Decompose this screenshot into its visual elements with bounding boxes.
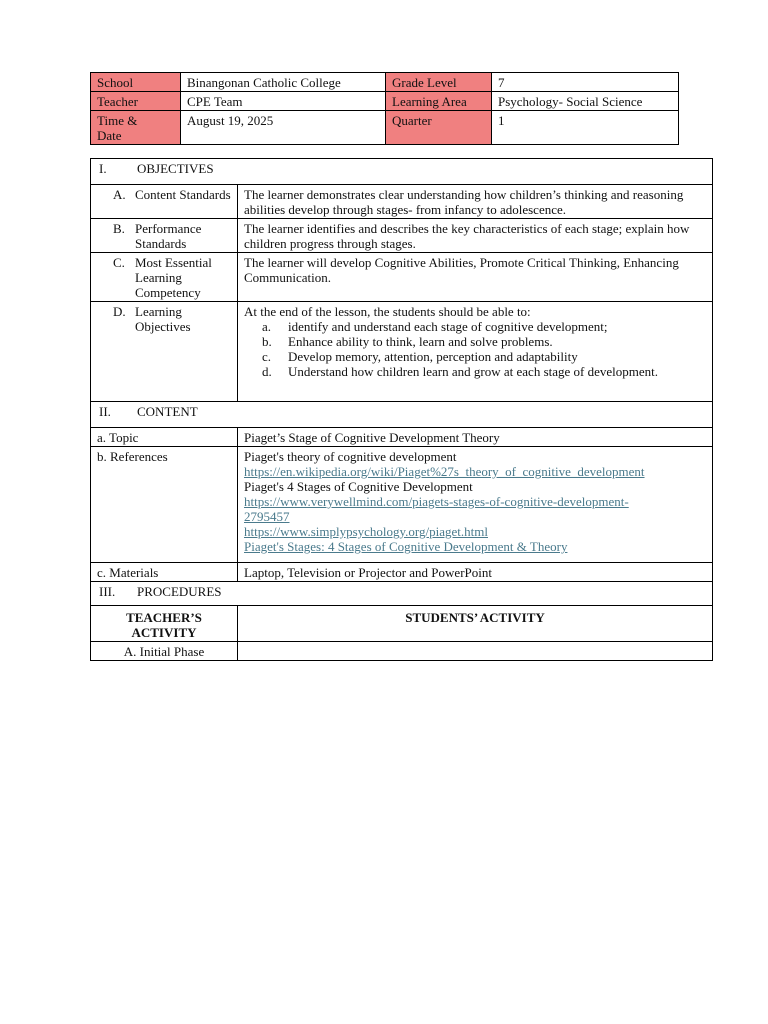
content-number: II. — [99, 404, 111, 419]
reference-1-title: Piaget's theory of cognitive development — [244, 449, 457, 464]
initial-phase-row — [91, 642, 713, 661]
references-content — [238, 447, 713, 563]
teacher-activity-line2: ACTIVITY — [131, 625, 197, 640]
list-item-letter: a. — [262, 319, 272, 334]
reference-3-link[interactable]: https://www.simplypsychology.org/piaget.html — [244, 524, 488, 539]
learning-area-label: Learning Area — [386, 92, 492, 111]
list-item-letter: b. — [262, 334, 272, 349]
reference-2-link-line1: https://www.verywellmind.com/piagets-stages-of-cognitive-development- — [244, 494, 629, 509]
time-label: Time & — [97, 113, 138, 128]
learning-objectives-content — [238, 302, 713, 402]
content-standards-cell — [91, 185, 238, 219]
references-row — [91, 447, 713, 563]
school-value: Binangonan Catholic College — [181, 73, 386, 92]
time-date-label — [91, 111, 181, 145]
list-item-letter: d. — [262, 364, 272, 379]
references-label: b. References — [91, 447, 238, 563]
list-item — [244, 334, 706, 349]
date-label: Date — [97, 128, 122, 143]
competency-cell — [91, 253, 238, 302]
learning-objectives-list — [244, 319, 706, 379]
learning-objectives-cell — [91, 302, 238, 402]
learning-area-value: Psychology- Social Science — [492, 92, 679, 111]
learning-objectives-row — [91, 302, 713, 402]
initial-phase-label: A. Initial Phase — [91, 642, 238, 661]
content-standards-text: The learner demonstrates clear understanding how children’s thinking and reasoning abilities develop through stages- from infancy to adolescence. — [238, 185, 713, 219]
content-standards-label: Content Standards — [135, 187, 231, 202]
topic-row — [91, 428, 713, 447]
content-standards-letter: A. — [113, 187, 126, 202]
grade-level-value: 7 — [492, 73, 679, 92]
procedures-number: III. — [99, 584, 116, 599]
performance-standards-row — [91, 219, 713, 253]
procedures-heading — [91, 582, 713, 606]
quarter-label: Quarter — [386, 111, 492, 145]
reference-2-link-line2: 2795457 — [244, 509, 290, 524]
info-row-school — [91, 73, 679, 92]
materials-value: Laptop, Television or Projector and PowerPoint — [238, 563, 713, 582]
objectives-number: I. — [99, 161, 107, 176]
procedures-section-row — [91, 582, 713, 606]
competency-letter: C. — [113, 255, 125, 270]
list-item — [244, 349, 706, 364]
list-item-text: Develop memory, attention, perception and adaptability — [288, 349, 578, 364]
topic-value: Piaget’s Stage of Cognitive Development Theory — [238, 428, 713, 447]
school-label: School — [91, 73, 181, 92]
performance-standards-text: The learner identifies and describes the key characteristics of each stage; explain how children progress through stages. — [238, 219, 713, 253]
list-item-text: Enhance ability to think, learn and solve problems. — [288, 334, 553, 349]
teacher-activity-line1: TEACHER’S — [126, 610, 202, 625]
objectives-section-row — [91, 159, 713, 185]
competency-row — [91, 253, 713, 302]
initial-phase-activity — [238, 642, 713, 661]
quarter-value: 1 — [492, 111, 679, 145]
performance-standards-letter: B. — [113, 221, 125, 236]
materials-label: c. Materials — [91, 563, 238, 582]
procedures-header-row — [91, 606, 713, 642]
performance-standards-label: Performance Standards — [135, 221, 202, 251]
objectives-heading — [91, 159, 713, 185]
teacher-label: Teacher — [91, 92, 181, 111]
lesson-plan-table — [90, 158, 713, 661]
objectives-title: OBJECTIVES — [137, 161, 214, 176]
content-standards-row — [91, 185, 713, 219]
reference-2-title: Piaget's 4 Stages of Cognitive Development — [244, 479, 473, 494]
list-item-text: identify and understand each stage of cognitive development; — [288, 319, 608, 334]
list-item — [244, 319, 706, 334]
info-row-time — [91, 111, 679, 145]
content-section-row — [91, 402, 713, 428]
header-info-table — [90, 72, 679, 145]
reference-2-link[interactable] — [244, 494, 629, 524]
students-activity-header: STUDENTS’ ACTIVITY — [238, 606, 713, 642]
materials-row — [91, 563, 713, 582]
teacher-value: CPE Team — [181, 92, 386, 111]
teacher-activity-header — [91, 606, 238, 642]
reference-1-link[interactable]: https://en.wikipedia.org/wiki/Piaget%27s_theory_of_cognitive_development — [244, 464, 645, 479]
reference-4-link[interactable]: Piaget's Stages: 4 Stages of Cognitive Development & Theory — [244, 539, 568, 554]
list-item — [244, 364, 706, 379]
grade-level-label: Grade Level — [386, 73, 492, 92]
procedures-title: PROCEDURES — [137, 584, 222, 599]
time-date-value: August 19, 2025 — [181, 111, 386, 145]
competency-text: The learner will develop Cognitive Abilities, Promote Critical Thinking, Enhancing Communication. — [238, 253, 713, 302]
info-row-teacher — [91, 92, 679, 111]
learning-objectives-label: Learning Objectives — [135, 304, 191, 334]
performance-standards-cell — [91, 219, 238, 253]
content-title: CONTENT — [137, 404, 198, 419]
learning-objectives-intro: At the end of the lesson, the students should be able to: — [244, 304, 531, 319]
list-item-letter: c. — [262, 349, 272, 364]
content-heading — [91, 402, 713, 428]
competency-label: Most Essential Learning Competency — [135, 255, 212, 300]
topic-label: a. Topic — [91, 428, 238, 447]
list-item-text: Understand how children learn and grow at each stage of development. — [288, 364, 659, 379]
learning-objectives-letter: D. — [113, 304, 126, 319]
